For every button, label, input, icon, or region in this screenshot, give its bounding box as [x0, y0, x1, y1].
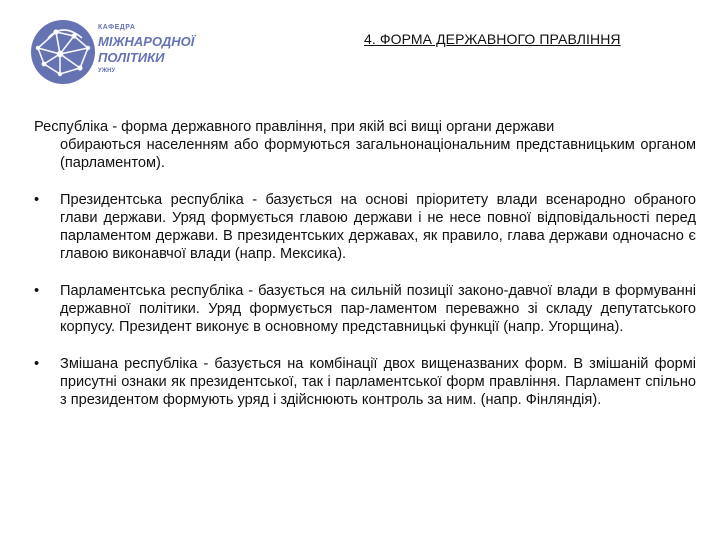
- definition-term: Республіка -: [34, 119, 118, 135]
- bullet-text: базується на комбінації двох вищеназваних форм. В змішаній формі присутні ознаки як президентської, так і парламентської форм правління. Парламент спільно з президентом формують уряд і здійснюють контроль за ним. (напр. Фінляндія).: [60, 356, 697, 408]
- definition-text-first-line: форма державного правління, при якій всі вищі органи держави: [117, 119, 555, 135]
- bullet-text: базується на сильній позиції законо-давчої влади в формуванні державної політики. Уряд формується пар-ламентом переважно зі складу депутатського корпусу. Президент виконує в основному представницькі функції (напр. Угорщина).: [60, 283, 696, 335]
- bullet-icon: •: [34, 192, 40, 208]
- logo-line-department: КАФЕДРА: [98, 24, 136, 31]
- list-item-parliamentary: [34, 282, 696, 336]
- definition-text-rest: обираються населенням або формуються загальнонаціональним представницьким органом (парламентом).: [60, 137, 696, 171]
- logo-line-international: МІЖНАРОДНОЇ: [98, 34, 195, 49]
- department-logo: [30, 18, 195, 98]
- list-item-presidential: [34, 191, 696, 263]
- logo-line-politics: ПОЛІТИКИ: [98, 50, 165, 65]
- bullet-term: Змішана республіка -: [60, 356, 209, 372]
- logo-text: [98, 24, 194, 74]
- bullet-icon: •: [34, 356, 40, 372]
- bullet-icon: •: [34, 283, 40, 299]
- definition-paragraph: [34, 118, 696, 172]
- slide-title: 4. ФОРМА ДЕРЖАВНОГО ПРАВЛІННЯ: [364, 31, 621, 47]
- bullet-term: Президентська республіка -: [60, 192, 258, 208]
- bullet-text: базується на основі пріоритету влади всенародно обраного глави держави. Уряд формується главою держави і не несе повної відповідальності перед парламентом держави. В президентських державах, як правило, глава держави одночасно є главою виконавчої влади (напр. Мексика).: [60, 192, 696, 262]
- network-globe-icon: [30, 18, 96, 86]
- slide-content: [34, 118, 696, 409]
- logo-line-university: УЖНУ: [98, 68, 116, 74]
- republic-types-list: [34, 191, 696, 409]
- list-item-mixed: [34, 355, 696, 409]
- bullet-term: Парламентська республіка -: [60, 283, 254, 299]
